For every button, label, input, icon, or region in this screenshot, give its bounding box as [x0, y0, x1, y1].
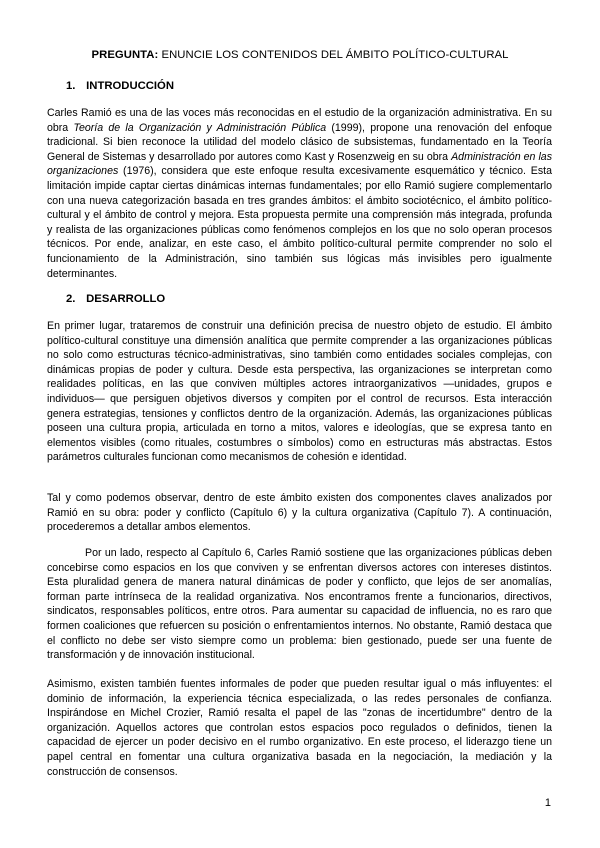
title-text: ENUNCIE LOS CONTENIDOS DEL ÁMBITO POLÍTICO-CULTURAL: [158, 49, 509, 61]
intro-text-a: Carles Ramió es una de las voces más reconocidas en el estudio de la organización administrativa. En su obra: [47, 107, 552, 134]
section-title: INTRODUCCIÓN: [86, 80, 175, 92]
page-number: 1: [544, 797, 551, 809]
intro-text-b: (1999), propone una renovación del enfoque tradicional. Si bien reconoce la utilidad del modelo clásico de subsistemas, fundamentado en la Teoría General de Sistemas y desarrollado por autores como Kast y Rosenzweig en su obra: [47, 121, 552, 163]
section-title: DESARROLLO: [86, 293, 166, 305]
book-title-teoria: Teoría de la Organización y Administración Pública: [73, 121, 327, 134]
book-title-administracion: Administración en las organizaciones: [47, 150, 552, 178]
section-heading-introduccion: [66, 80, 174, 92]
development-paragraph-2: Tal y como podemos observar, dentro de este ámbito existen dos componentes claves analizados por Ramió en su obra: poder y conflicto (Capítulo 6) y la cultura organizativa (Capítulo 7). A continuación, procederemos a detallar ambos elementos.: [47, 492, 552, 534]
development-paragraph-3: Por un lado, respecto al Capítulo 6, Carles Ramió sostiene que las organizaciones públicas deben concebirse como espacios en los que conviven y se enfrentan diversos actores con intereses distintos. Esta pluralidad genera de manera natural dinámicas de poder y conflicto, que lejos de ser anomalías, forman parte intrínseca de la realidad organizativa. Nos encontramos frente a funcionarios, directivos, sindicatos, responsables políticos, entre otros. Para aumentar su capacidad de influencia, no es raro que formen coaliciones que refuercen su posición o enfrentamientos internos. No obstante, Ramió destaca que el conflicto no debe ser visto siempre como un problema: bien gestionado, puede ser una fuente de transformación y de innovación institucional.: [47, 547, 552, 662]
development-paragraph-1: En primer lugar, trataremos de construir una definición precisa de nuestro objeto de estudio. El ámbito político-cultural constituye una dimensión analítica que permite comprender a las organizaciones públicas no solo como estructuras técnico-administrativas, sino también como entidades sociales complejas, con dinámicas propias de poder y cultura. Desde esta perspectiva, las organizaciones se interpretan como realidades políticas, en las que conviven múltiples actores intraorganizativos —unidades, grupos e individuos— que persiguen objetivos diversos y compiten por el control de recursos. Esta interacción genera estrategias, tensiones y conflictos dentro de la organización. Además, las organizaciones públicas poseen una cultura propia, articulada en torno a mitos, valores e ideologías, que se expresa tanto en elementos visibles (como rituales, costumbres o símbolos) como en estructuras más abstractas. Estos parámetros culturales funcionan como mecanismos de cohesión e identidad.: [47, 320, 552, 464]
intro-paragraph: [47, 106, 552, 281]
section-number: 2.: [66, 293, 76, 305]
development-paragraph-4: Asimismo, existen también fuentes informales de poder que pueden resultar igual o más influyentes: el dominio de información, la experiencia técnica especializada, o las redes personales de confianza. Inspirándose en Michel Crozier, Ramió resalta el papel de las "zonas de incertidumbre" dentro de la organización. Aquellos actores que controlan estos espacios poco regulados o definidos, tienen la capacidad de ejercer un poder decisivo en el rumbo organizativo. En este proceso, el liderazgo tiene un papel central en fomentar una cultura organizativa basada en la negociación, la mediación y la construcción de consensos.: [47, 678, 552, 778]
page-title: [0, 49, 600, 61]
title-label: PREGUNTA:: [91, 49, 159, 61]
intro-text-c: (1976), considera que este enfoque resulta excesivamente esquemático y técnico. Esta limitación impide captar ciertas dinámicas internas fundamentales; por ello Ramió sugiere complementarlo con una nueva categorización basada en tres grandes ámbitos: el ámbito sociotécnico, el ámbito político-cultural y el ámbito de control y mejora. Esta propuesta permite una comprensión más integrada, profunda y realista de las organizaciones públicas como fenómenos complejos en los que no solo operan procesos técnicos. Por ende, analizar, en este caso, el ámbito político-cultural permite comprender no solo el funcionamiento de la Administración, sino también sus lógicas más invisibles pero igualmente determinantes.: [47, 165, 552, 280]
section-number: 1.: [66, 80, 76, 92]
section-heading-desarrollo: [66, 293, 165, 305]
